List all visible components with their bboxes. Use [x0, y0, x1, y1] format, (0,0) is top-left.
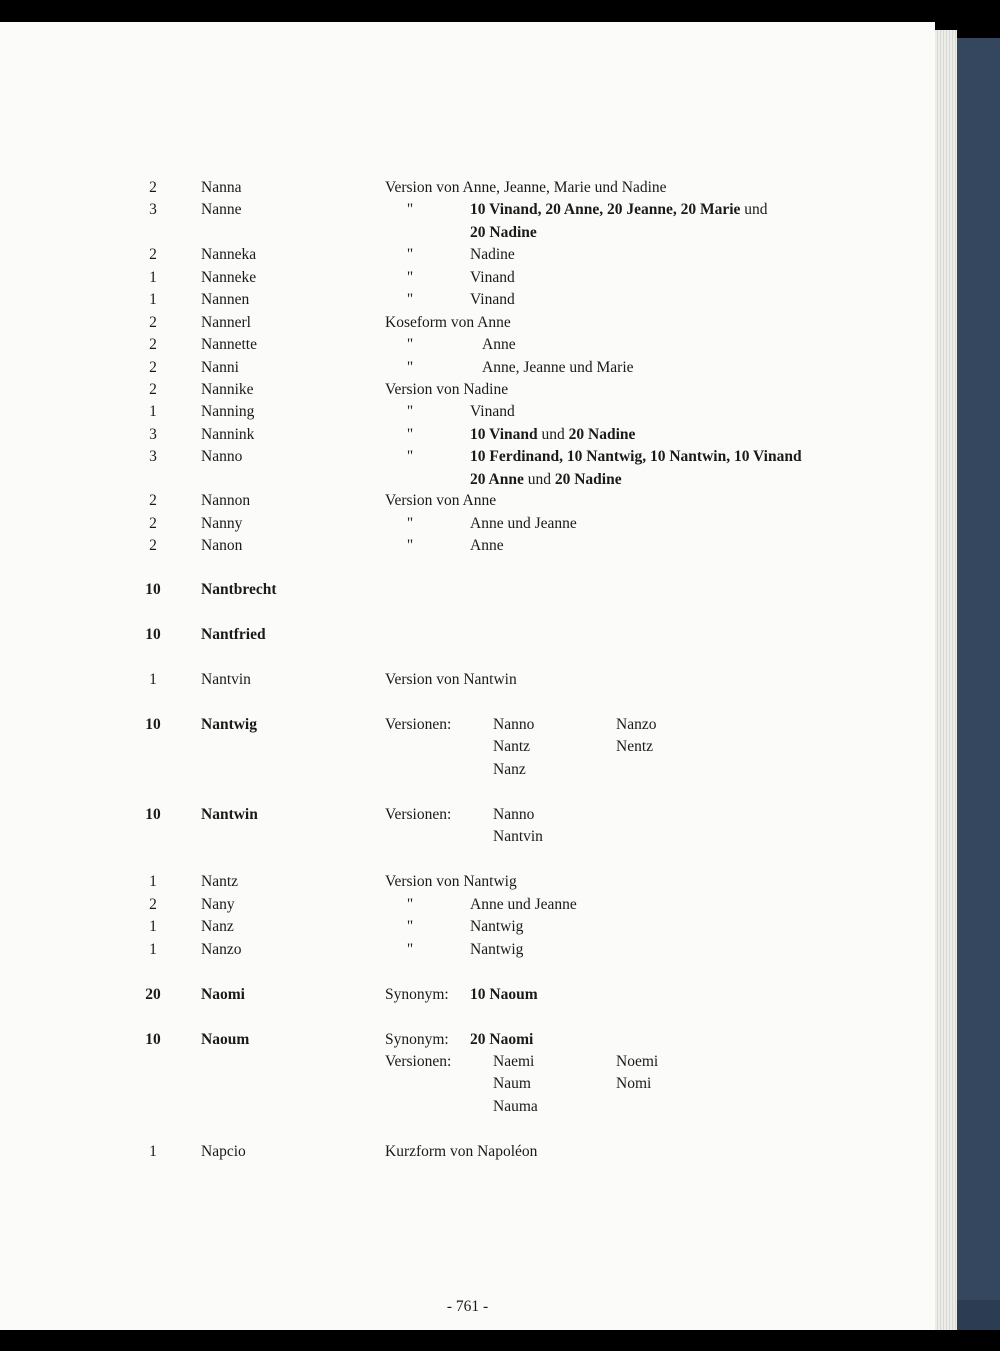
- entry-name: Nanzo: [201, 941, 242, 958]
- entry-name: Nanneke: [201, 269, 257, 286]
- entry-description: Anne und Jeanne: [470, 896, 577, 913]
- entry-name: Nanning: [201, 403, 255, 420]
- version-item: Nantvin: [493, 828, 543, 845]
- entry-name: Nanne: [201, 201, 242, 218]
- entry-count: 2: [149, 537, 157, 554]
- version-item: Nanno: [493, 806, 535, 823]
- entry-count: 1: [149, 269, 157, 286]
- entry-count: 2: [149, 515, 157, 532]
- ditto-mark: ": [406, 246, 414, 263]
- entry-description-suffix: und: [740, 201, 768, 218]
- entry-name: Nanni: [201, 359, 239, 376]
- ditto-mark: ": [406, 918, 414, 935]
- entry-count: 10: [145, 806, 161, 823]
- entry-name: Nanon: [201, 537, 243, 554]
- entry-name: Nantz: [201, 873, 239, 890]
- ditto-mark: ": [406, 515, 414, 532]
- ditto-mark: ": [406, 403, 414, 420]
- entry-count: 1: [149, 291, 157, 308]
- entry-description-conjunction: und: [537, 426, 569, 443]
- entry-description: Vinand: [470, 269, 515, 286]
- entry-description: Anne: [482, 336, 516, 353]
- page-number: - 761 -: [446, 1298, 489, 1315]
- synonym-label: Synonym:: [385, 1031, 449, 1048]
- entry-name: Nanna: [201, 179, 242, 196]
- entry-description: Version von Anne: [385, 492, 497, 509]
- entry-count: 2: [149, 246, 157, 263]
- entry-description: Vinand: [470, 291, 515, 308]
- synonym-value: 20 Naomi: [470, 1031, 534, 1048]
- entry-count: 3: [149, 201, 157, 218]
- version-item: Nanno: [493, 716, 535, 733]
- entry-count: 1: [149, 918, 157, 935]
- entry-description: Anne: [470, 537, 504, 554]
- entry-name: Nannette: [201, 336, 257, 353]
- entry-description: Kurzform von Napoléon: [385, 1143, 538, 1160]
- entry-description: 10 Ferdinand, 10 Nantwig, 10 Nantwin, 10 Vinand: [470, 448, 802, 465]
- entry-count: 1: [149, 941, 157, 958]
- versions-label: Versionen:: [385, 806, 452, 823]
- entry-name: Nantwig: [201, 716, 257, 733]
- entry-description: Nantwig: [470, 941, 524, 958]
- version-item: Naemi: [493, 1053, 535, 1070]
- ditto-mark: ": [406, 896, 414, 913]
- entry-name: Nantvin: [201, 671, 251, 688]
- entry-description-suffix: 20 Nadine: [568, 426, 636, 443]
- version-item: Noemi: [616, 1053, 659, 1070]
- ditto-mark: ": [406, 336, 414, 353]
- entry-name: Nanz: [201, 918, 234, 935]
- synonym-value: 10 Naoum: [470, 986, 538, 1003]
- entry-count: 3: [149, 426, 157, 443]
- entry-description-continued: 20 Anne: [470, 471, 524, 488]
- entry-description: Anne, Jeanne und Marie: [482, 359, 634, 376]
- entry-description: 10 Vinand, 20 Anne, 20 Jeanne, 20 Marie: [470, 201, 741, 218]
- version-item: Nanz: [493, 761, 526, 778]
- entry-count: 3: [149, 448, 157, 465]
- book-cover: [957, 38, 1000, 1328]
- entry-description: Version von Nadine: [385, 381, 509, 398]
- ditto-mark: ": [406, 941, 414, 958]
- entry-description: Anne und Jeanne: [470, 515, 577, 532]
- entry-description: Nantwig: [470, 918, 524, 935]
- entry-name: Nany: [201, 896, 235, 913]
- entry-name: Naoum: [201, 1031, 250, 1048]
- version-item: Nantz: [493, 738, 531, 755]
- entry-count: 1: [149, 1143, 157, 1160]
- entry-name: Nantbrecht: [201, 581, 277, 598]
- entry-count: 20: [145, 986, 161, 1003]
- entry-count: 10: [145, 716, 161, 733]
- entry-name: Naomi: [201, 986, 245, 1003]
- entry-count: 1: [149, 671, 157, 688]
- ditto-mark: ": [406, 291, 414, 308]
- entry-name: Nannike: [201, 381, 254, 398]
- entry-count: 2: [149, 381, 157, 398]
- entry-count: 2: [149, 179, 157, 196]
- entry-description: Vinand: [470, 403, 515, 420]
- entry-description: Koseform von Anne: [385, 314, 511, 331]
- entry-count: 1: [149, 403, 157, 420]
- entry-count: 2: [149, 492, 157, 509]
- entry-description-suffix: 20 Nadine: [554, 471, 622, 488]
- entry-name: Nantfried: [201, 626, 266, 643]
- ditto-mark: ": [406, 201, 414, 218]
- book-cover-edge: [957, 1300, 1000, 1330]
- ditto-mark: ": [406, 426, 414, 443]
- entry-count: 2: [149, 896, 157, 913]
- entry-name: Nannon: [201, 492, 251, 509]
- entry-count: 2: [149, 336, 157, 353]
- entry-count: 10: [145, 626, 161, 643]
- entry-name: Nannink: [201, 426, 255, 443]
- entry-description: Version von Nantwin: [385, 671, 517, 688]
- ditto-mark: ": [406, 448, 414, 465]
- version-item: Nentz: [616, 738, 654, 755]
- entry-count: 2: [149, 314, 157, 331]
- ditto-mark: ": [406, 537, 414, 554]
- entry-description: Nadine: [470, 246, 515, 263]
- entry-name: Nanny: [201, 515, 243, 532]
- page-edges: [935, 30, 957, 1330]
- version-item: Nomi: [616, 1075, 652, 1092]
- entry-count: 10: [145, 1031, 161, 1048]
- entry-count: 1: [149, 873, 157, 890]
- version-item: Nanzo: [616, 716, 657, 733]
- entry-count: 2: [149, 359, 157, 376]
- entry-count: 10: [145, 581, 161, 598]
- entry-name: Nantwin: [201, 806, 258, 823]
- entry-description-continued: 20 Nadine: [470, 224, 537, 241]
- versions-label: Versionen:: [385, 716, 452, 733]
- entry-name: Nanno: [201, 448, 243, 465]
- ditto-mark: ": [406, 359, 414, 376]
- entry-name: Napcio: [201, 1143, 246, 1160]
- ditto-mark: ": [406, 269, 414, 286]
- entry-description-conjunction: und: [523, 471, 555, 488]
- entry-description: 10 Vinand: [470, 426, 538, 443]
- version-item: Nauma: [493, 1098, 538, 1115]
- entry-name: Nannen: [201, 291, 250, 308]
- entry-name: Nannerl: [201, 314, 251, 331]
- entry-description: Version von Anne, Jeanne, Marie und Nadine: [385, 179, 667, 196]
- entry-description: Version von Nantwig: [385, 873, 517, 890]
- version-item: Naum: [493, 1075, 531, 1092]
- entry-name: Nanneka: [201, 246, 257, 263]
- versions-label: Versionen:: [385, 1053, 452, 1070]
- synonym-label: Synonym:: [385, 986, 449, 1003]
